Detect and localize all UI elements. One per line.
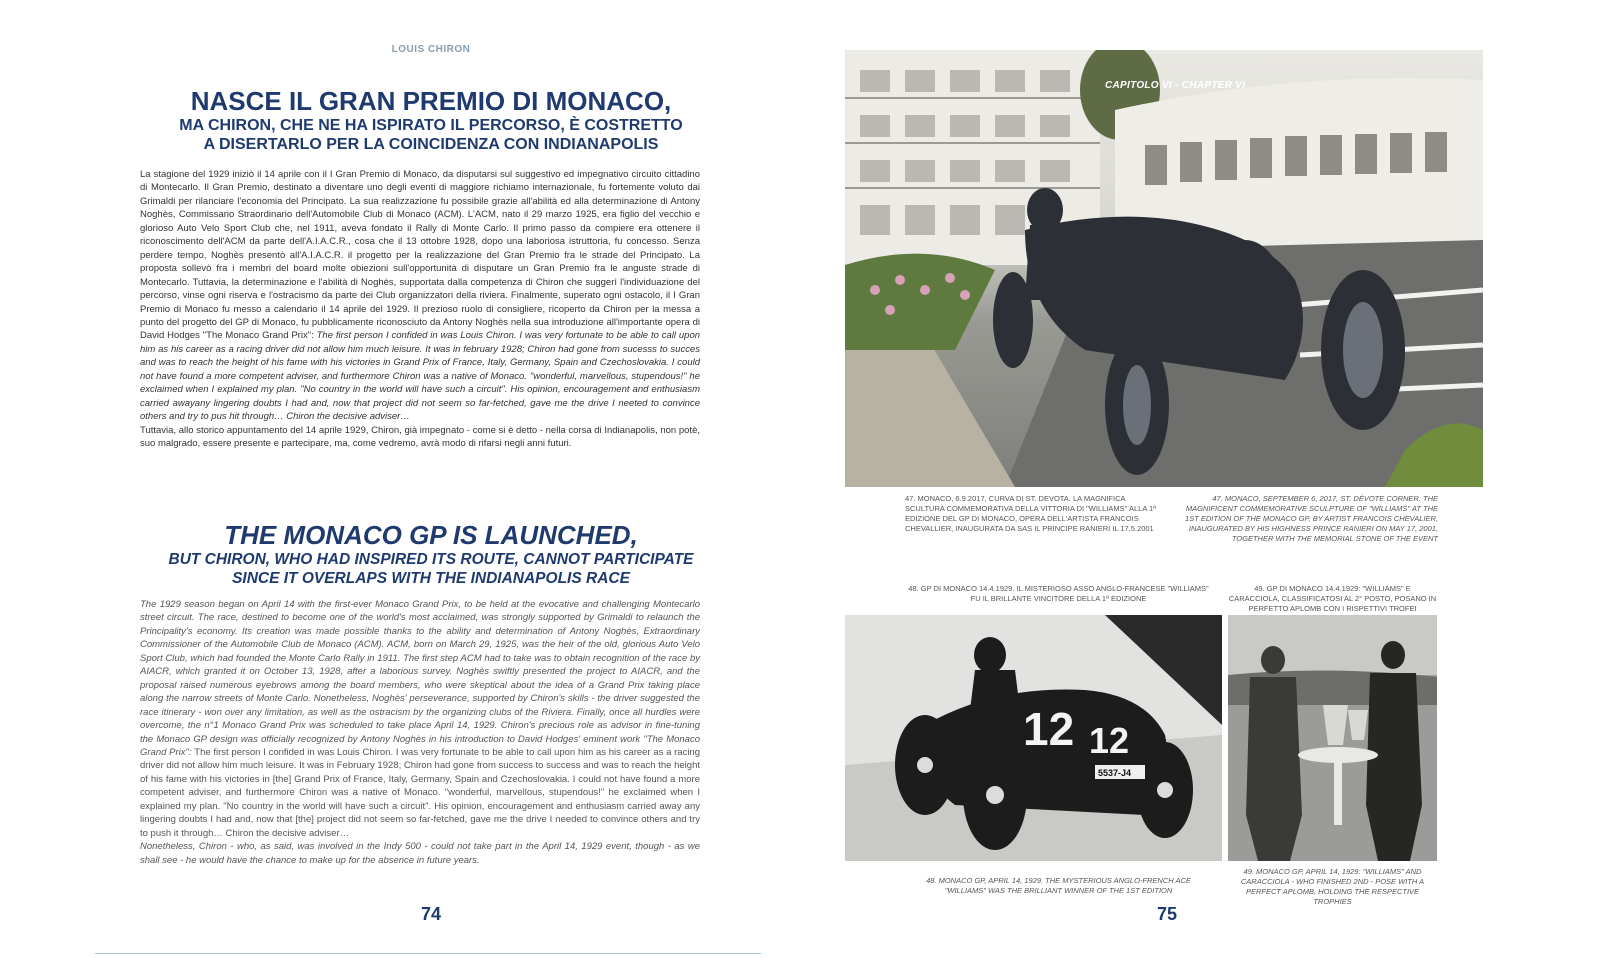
english-title-line1: THE MONACO GP IS LAUNCHED, [224,520,638,550]
italian-title-line1: NASCE IL GRAN PREMIO DI MONACO, [190,86,672,116]
license-plate-text: 5537-J4 [1098,768,1132,778]
english-title [140,520,722,588]
chapter-label: CAPITOLO VI - CHAPTER VI [1105,80,1246,91]
italian-body [140,168,700,451]
car-number-side: 12 [1023,703,1075,755]
italian-paragraph-1 [140,168,700,424]
italian-paragraph-1-text: La stagione del 1929 iniziò il 14 aprile con il I Gran Premio di Monaco, da disputarsi sul suggestivo ed impegnativo circuito cittadino di Montecarlo. Il Gran Premio, destinato a diventare uno degli eventi di maggiore richiamo internazionale, fu fortemente voluto dai Grimaldi per rilanciare l'economia del Principato. La sua realizzazione fu possibile grazie all'abilità ed alla determinazione di Antony Noghès, Commissario Straordinario dell'Automobile Club di Monaco (ACM). L'ACM, nato il 29 marzo 1925, era figlio del vecchio e glorioso Auto Velo Sport Club che, nel 1911, aveva fondato il Rally di Monte Carlo. Il primo passo da compiere era ottenere il riconoscimento dell'ACM da parte dell'A.I.A.C.R., cosa che il 13 ottobre 1928, dopo una laboriosa istruttoria, fu concesso. Senza perdere tempo, Noghès presentò all'A.I.A.C.R. il progetto per la realizzazione del Gran Premio fra le strade del Principato. La proposta sollevò fra i membri del board molte obiezioni sull'opportunità di disputare un Gran Premio fra le anguste strade di Montecarlo. Tuttavia, la determinazione e l'abilità di Noghès, supportata dalla competenza di Chiron che suggerì l'individuazione del percorso, vinse ogni riserva e l'ostracismo da parte dei Club organizzatori della riviera. Finalmente, superato ogni ostacolo, il I Gran Premio di Monaco fu messo a calendario il 14 aprile del 1929. Il prezioso ruolo di consigliere, ricoperto da Chiron per la messa a punto del progetto del GP di Monaco, fu pubblicamente riconosciuto da Antony Noghès nella sua introduzione all'importante opera di David Hodges "The Monaco Grand Prix": [140,169,700,342]
italian-quote: The first person I confided in was Louis Chiron. I was very fortunate to be able to call upon him as his career as a racing driver did not allow him much leisure. It was in february 1928; Chiron had gone from sucesss to succes and was to reach the height of his fame with his victories in Grand Prix of France, Italy, Germany, Spain and Czechoslovakia. I could not have found a more competent adviser, and furthermore Chiron was a native of Monaco. "wonderful, marvellous, stupendous!" he exclaimed when I explained my plan. "No country in the world will have such a circuit". His opinion, encouragement and enthusiasm carried awayany lingering doubts I had and, now that project did not seem so far-fetched, gave me the drive I neeted to convince others and try to pus hit through… Chiron the decisive adviser… [140,330,701,423]
man-left [1246,646,1302,861]
english-title-line2: BUT CHIRON, WHO HAD INSPIRED ITS ROUTE, CANNOT PARTICIPATE [168,551,694,568]
caption-47-italian: 47. MONACO, 6.9.2017, CURVA DI ST. DEVOTA. LA MAGNIFICA SCULTURA COMMEMORATIVA DELLA VITTORIA DI "WILLIAMS" ALLA 1ª EDIZIONE DEL GP DI MONACO, OPERA DELL'ARTISTA FRANCOIS CHEVALLIER, INAUGURATA DA SAS IL PRINCIPE RANIERI IL 17.5.2001 [905,494,1156,533]
english-paragraph-2: Nonetheless, Chiron - who, as said, was involved in the Indy 500 - could not take part in the April 14, 1929 event, though - as we shall see - he would have the chance to make up for the absence in future years. [140,841,700,866]
statue-photo-illustration [845,50,1483,487]
caption-49-english: 49. MONACO GP, APRIL 14, 1929: "WILLIAMS" AND CARACCIOLA - WHO FINISHED 2ND - POSE WITH A PERFECT APLOMB, HOLDING THE RESPECTIVE TROPHIES [1240,867,1425,906]
photo-statue-sculpture [845,50,1483,487]
caption-47-english: 47. MONACO, SEPTEMBER 6, 2017, ST. DÉVOTE CORNER. THE MAGNIFICENT COMMEMORATIVE SCULPTURE OF "WILLIAMS" AT THE 1ST EDITION OF THE MONACO GP, BY ARTIST FRANCOIS CHEVALIER, INAUGURATED BY HIS HIGHNESS PRINCE RANIERI ON MAY 17, 2001, TOGETHER WITH THE MEMORIAL STONE OF THE EVENT [1185,494,1438,543]
italian-title [140,86,722,154]
sky-background [1228,615,1437,675]
caption-48-english: 48. MONACO GP, APRIL 14, 1929. THE MYSTERIOUS ANGLO-FRENCH ACE "WILLIAMS" WAS THE BRILLIANT WINNER OF THE 1ST EDITION [926,876,1191,895]
car-number-front: 12 [1089,720,1130,761]
english-title-line3: SINCE IT OVERLAPS WITH THE INDIANAPOLIS RACE [232,570,630,587]
italian-title-line2: MA CHIRON, CHE NE HA ISPIRATO IL PERCORSO, È COSTRETTO [179,117,683,134]
english-body [140,598,700,867]
man-right [1366,641,1422,861]
running-head: LOUIS CHIRON [391,44,471,55]
photo-drivers-trophies [1228,615,1437,861]
caption-48-italian: 48. GP DI MONACO 14.4.1929. IL MISTERIOSO ASSO ANGLO-FRANCESE "WILLIAMS" FU IL BRILLANTE VINCITORE DELLA 1ª EDIZIONE [908,584,1209,603]
race-car-photo-illustration [845,615,1222,861]
flower-bed [845,254,995,350]
english-paragraph-1-text: The 1929 season began on April 14 with the first-ever Monaco Grand Prix, to be held at the evocative and challenging Montecarlo street circuit. The race, destined to become one of the world's most acclaimed, was strongly supported by Grimaldi to relaunch the Principality's economy. Its creation was made possible thanks to the ability and determination of Antony Noghès, Extraordinary Commissioner of the Automobile Club de Monaco (ACM). ACM, born on March 29, 1925, was the heir of the old, glorious Auto Velo Sport Club, which had founded the Monte Carlo Rally in 1911. The first step ACM had to take was to obtain recognition of the race by AIACR, which granted it on October 13, 1928, after a laborious survey. Noghès swiftly presented the project to AIACR, and the proposal raised numerous eyebrows among the board members, who were skeptical about the idea of a Grand Prix taking place along the narrow streets of Monte Carlo. Nonetheless, Noghès' perseverance, supported by Chiron's skills - the driver suggested the race itinerary - won over any limitation, as well as the ostracism by the organizing clubs of the Riviera. Finally, once all hurdles were overcome, the n°1 Monaco Grand Prix was scheduled to take place April 14, 1929. Chiron's precious role as advisor in fine-tuning the Monaco GP design was officially recognized by Antony Noghès in his introduction to David Hodges' eminent work "The Monaco Grand Prix": [140,599,700,758]
table-leg [1334,755,1342,825]
photo-race-car-12 [845,615,1222,861]
page-number-left: 74 [421,904,442,924]
english-paragraph-1 [140,598,700,840]
drivers-photo-illustration [1228,615,1437,861]
english-quote: The first person I confided in was Louis Chiron. I was very fortunate to be able to call upon him as his career as a racing driver did not allow him much leisure. It was in February 1928; Chiron had gone from success to success and was to reach the height of his fame with his victories in [the] Grand Prix of France, Italy, Germany, Spain and Czechoslovakia. I could not have found a more competent adviser, and furthermore Chiron was a native of Monaco. "wonderful, marvellous, stupendous!" he exclaimed when I explained my plan. "No country in the world will have such a circuit". His opinion, encouragement and enthusiasm carried away any lingering doubts I had and, now that [the] project did not seem so far-fetched, gave me the drive I needed to convince others and try to push it through… Chiron the decisive adviser… [140,746,700,839]
bottom-rule [95,953,761,954]
caption-49-italian: 49. GP DI MONACO 14.4.1929: "WILLIAMS" E CARACCIOLA, CLASSIFICATOSI AL 2° POSTO, POSANO IN PERFETTO APLOMB CON I RISPETTIVI TROFEI [1228,584,1437,613]
italian-paragraph-2: Tuttavia, allo storico appuntamento del 14 aprile 1929, Chiron, già impegnato - come si è detto - nella corsa di Indianapolis, non potè, suo malgrado, essere presente e partecipare, ma, come vedremo, avrà modo di rifarsi negli anni futuri. [140,424,700,450]
italian-title-line3: A DISERTARLO PER LA COINCIDENZA CON INDIANAPOLIS [203,136,659,153]
page-number-right: 75 [1157,904,1178,924]
